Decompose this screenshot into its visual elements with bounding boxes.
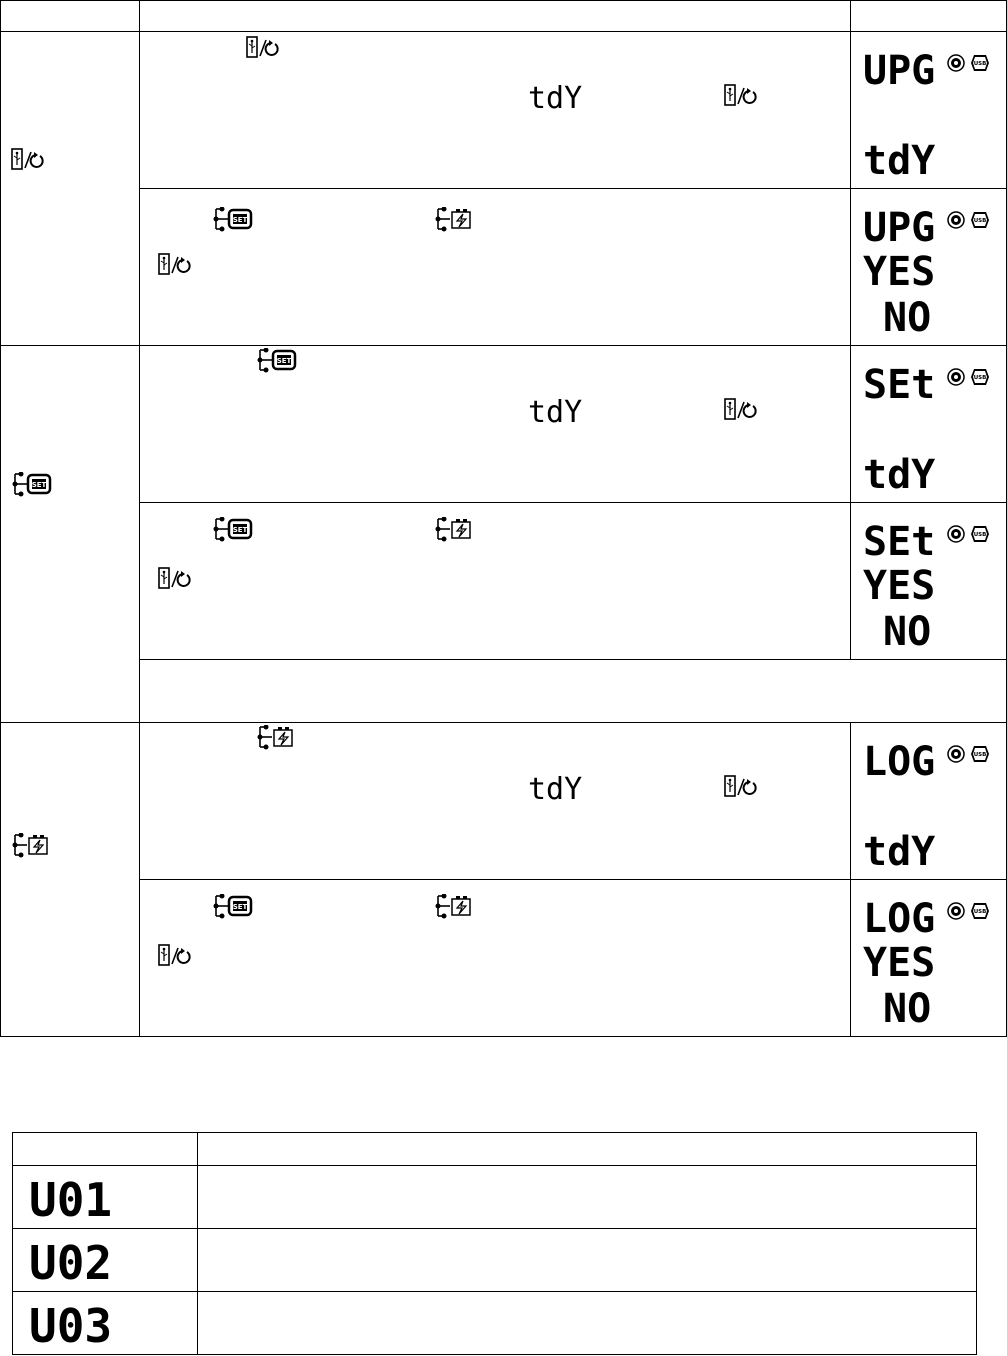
table-row bbox=[1, 723, 1007, 880]
usb-restart-icon bbox=[724, 775, 772, 799]
table-row bbox=[1, 346, 1007, 503]
usb-restart-icon bbox=[158, 253, 206, 277]
data-log-icon bbox=[434, 894, 476, 920]
table-header-row bbox=[1, 1, 1007, 32]
svg-text:YES: YES bbox=[863, 563, 936, 609]
header-cell-lcd bbox=[851, 1, 1007, 32]
operation-cell bbox=[140, 32, 851, 189]
svg-text:tdY: tdY bbox=[528, 398, 583, 426]
lcd-code-display bbox=[29, 1176, 139, 1222]
svg-text:LOG: LOG bbox=[863, 896, 936, 942]
lcd-display bbox=[863, 358, 993, 492]
message-cell bbox=[198, 1292, 977, 1355]
table-row bbox=[13, 1229, 977, 1292]
lcd-cell bbox=[851, 189, 1007, 346]
table-row bbox=[1, 32, 1007, 189]
usb-restart-icon bbox=[246, 36, 294, 60]
grid-settings-icon bbox=[256, 348, 298, 374]
table-row bbox=[1, 880, 1007, 1037]
code-cell bbox=[13, 1292, 198, 1355]
message-cell bbox=[198, 1229, 977, 1292]
lcd-cell bbox=[851, 880, 1007, 1037]
svg-text:tdY: tdY bbox=[528, 84, 583, 112]
svg-text:U01: U01 bbox=[29, 1176, 113, 1222]
lcd-display bbox=[863, 892, 993, 1026]
data-log-icon bbox=[434, 207, 476, 233]
usb-restart-icon bbox=[158, 567, 206, 591]
grid-settings-icon bbox=[212, 517, 254, 543]
section-icon-cell-upgrade bbox=[1, 32, 140, 346]
svg-text:U03: U03 bbox=[29, 1302, 113, 1348]
lcd-cell bbox=[851, 503, 1007, 660]
gear-icon bbox=[948, 746, 964, 762]
operation-cell bbox=[140, 503, 851, 660]
usb-restart-icon bbox=[724, 398, 772, 422]
svg-text:YES: YES bbox=[863, 940, 936, 986]
svg-text:UPG: UPG bbox=[863, 205, 936, 251]
header-cell-icon bbox=[1, 1, 140, 32]
gear-icon bbox=[948, 369, 964, 385]
grid-settings-icon bbox=[212, 894, 254, 920]
svg-text:UPG: UPG bbox=[863, 48, 936, 94]
note-cell bbox=[140, 660, 1007, 723]
table-header-row bbox=[13, 1133, 977, 1166]
svg-text:tdY: tdY bbox=[863, 138, 936, 178]
data-log-icon bbox=[434, 517, 476, 543]
header-cell-code bbox=[13, 1133, 198, 1166]
svg-text:U02: U02 bbox=[29, 1239, 113, 1285]
lcd-inline-tdy bbox=[528, 398, 588, 426]
usb-badge-icon bbox=[971, 903, 989, 919]
gear-icon bbox=[948, 212, 964, 228]
grid-settings-icon bbox=[11, 472, 53, 498]
section-icon-cell-log bbox=[1, 723, 140, 1037]
code-cell bbox=[13, 1166, 198, 1229]
usb-badge-icon bbox=[971, 212, 989, 228]
usb-badge-icon bbox=[971, 55, 989, 71]
message-cell bbox=[198, 1166, 977, 1229]
gear-icon bbox=[948, 903, 964, 919]
data-log-icon bbox=[11, 833, 53, 859]
header-cell-operation bbox=[140, 1, 851, 32]
table-row bbox=[13, 1166, 977, 1229]
lcd-cell bbox=[851, 723, 1007, 880]
usb-restart-icon bbox=[724, 84, 772, 108]
usb-badge-icon bbox=[971, 369, 989, 385]
lcd-display bbox=[863, 201, 993, 335]
lcd-cell bbox=[851, 346, 1007, 503]
operation-cell bbox=[140, 880, 851, 1037]
operation-cell bbox=[140, 723, 851, 880]
lcd-display bbox=[863, 515, 993, 649]
svg-text:NO: NO bbox=[883, 295, 932, 335]
lcd-display bbox=[863, 44, 993, 178]
usb-badge-icon bbox=[971, 746, 989, 762]
lcd-inline-tdy bbox=[528, 775, 588, 803]
usb-badge-icon bbox=[971, 526, 989, 542]
table-row bbox=[1, 660, 1007, 723]
table-row bbox=[1, 503, 1007, 660]
gear-icon bbox=[948, 526, 964, 542]
operation-cell bbox=[140, 346, 851, 503]
header-cell-message bbox=[198, 1133, 977, 1166]
svg-text:SEt: SEt bbox=[863, 519, 936, 565]
usb-restart-icon bbox=[11, 148, 59, 172]
lcd-code-display bbox=[29, 1302, 139, 1348]
lcd-inline-tdy bbox=[528, 84, 588, 112]
table-row bbox=[1, 189, 1007, 346]
table-row bbox=[13, 1292, 977, 1355]
operation-cell bbox=[140, 189, 851, 346]
svg-text:LOG: LOG bbox=[863, 739, 936, 785]
error-code-table bbox=[12, 1132, 977, 1355]
grid-settings-icon bbox=[212, 207, 254, 233]
svg-text:tdY: tdY bbox=[863, 829, 936, 869]
gear-icon bbox=[948, 55, 964, 71]
lcd-code-display bbox=[29, 1239, 139, 1285]
svg-text:tdY: tdY bbox=[863, 452, 936, 492]
section-icon-cell-setting bbox=[1, 346, 140, 723]
svg-text:YES: YES bbox=[863, 249, 936, 295]
code-cell bbox=[13, 1229, 198, 1292]
lcd-cell bbox=[851, 32, 1007, 189]
lcd-display bbox=[863, 735, 993, 869]
svg-text:NO: NO bbox=[883, 609, 932, 649]
svg-text:SEt: SEt bbox=[863, 362, 936, 408]
usb-restart-icon bbox=[158, 944, 206, 968]
svg-text:tdY: tdY bbox=[528, 775, 583, 803]
svg-text:NO: NO bbox=[883, 986, 932, 1026]
data-log-icon bbox=[256, 725, 298, 751]
